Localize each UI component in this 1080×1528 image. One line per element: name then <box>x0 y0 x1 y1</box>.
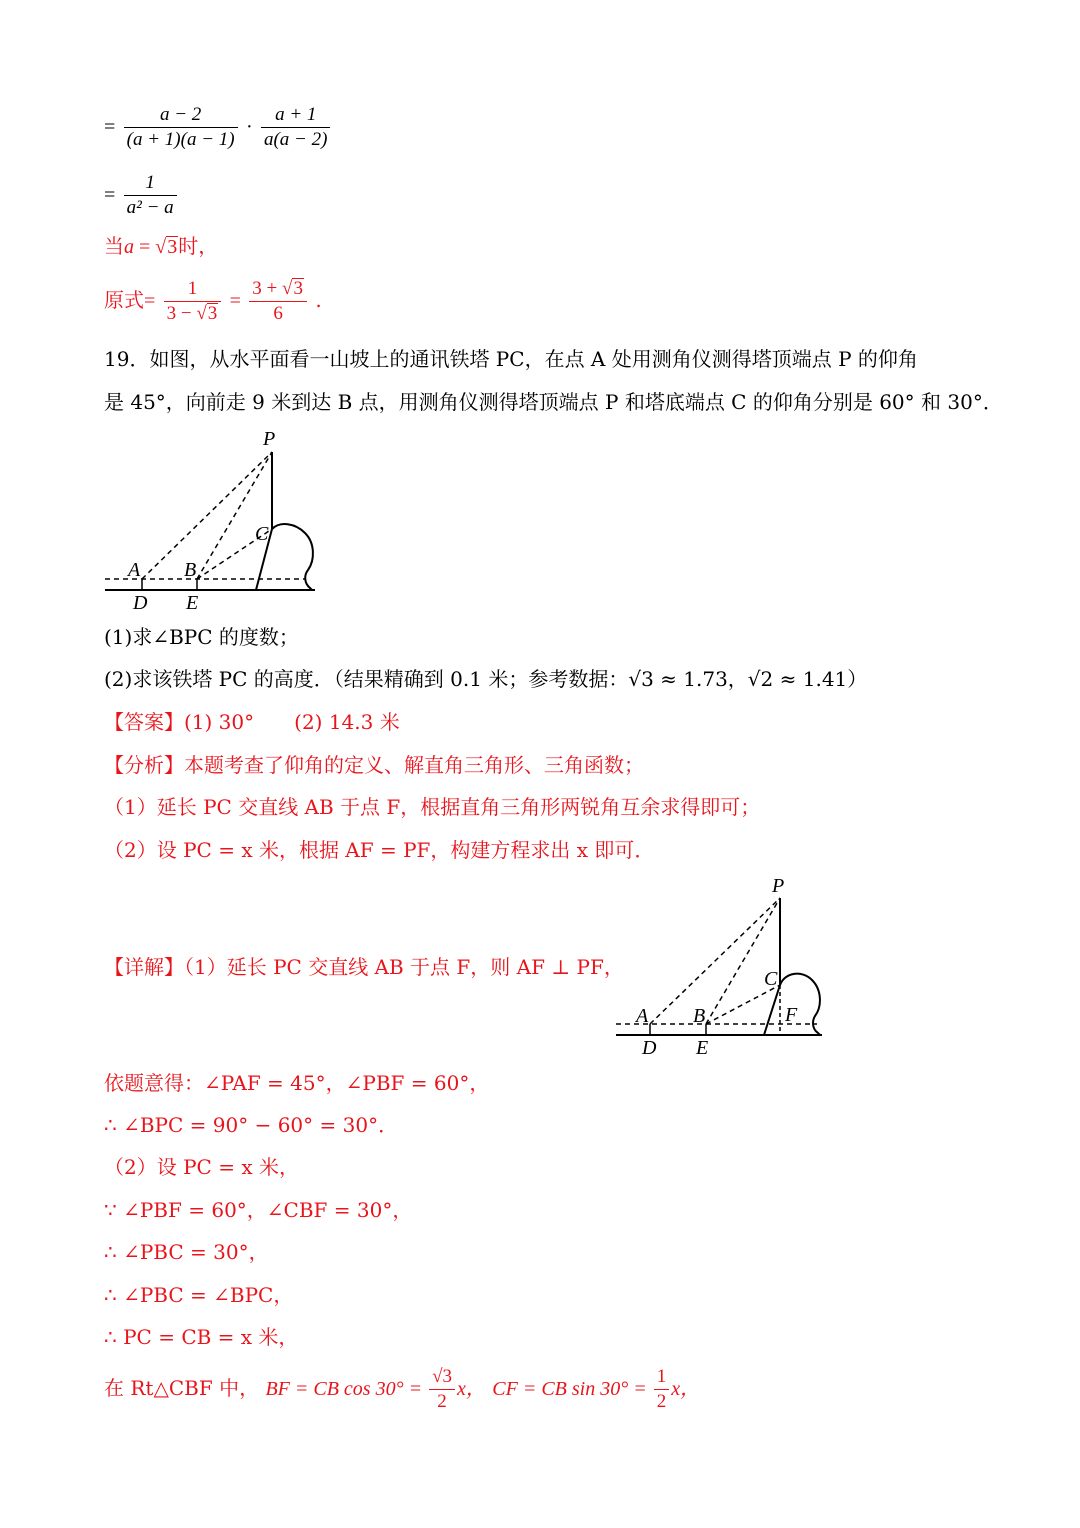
expr-line-1 <box>104 104 332 151</box>
then-text: 时， <box>178 234 219 258</box>
figure-2 <box>612 872 842 1067</box>
label-p: P <box>772 875 785 897</box>
detail-step-2: ∴ ∠BPC = 90° − 60° = 30°． <box>104 1113 399 1137</box>
answer-line: 【答案】(1) 30° (2) 14.3 米 <box>104 710 400 734</box>
fraction-denominator: 2 <box>437 1391 447 1412</box>
detail-step-1: 依题意得：∠PAF = 45°，∠PBF = 60°， <box>104 1071 490 1095</box>
fraction-2 <box>261 104 330 151</box>
fraction-5-numerator <box>249 278 307 302</box>
fraction-5-denominator: 6 <box>273 303 283 324</box>
label-b: B <box>184 559 197 581</box>
label-d: D <box>642 1037 657 1059</box>
analysis-part-1: （1）延长 PC 交直线 AB 于点 F，根据直角三角形两锐角互余求得即可； <box>104 795 761 819</box>
dash-bp <box>197 452 272 579</box>
sqrt-value: 3 <box>167 236 178 258</box>
question-19-sub-2: (2)求该铁塔 PC 的高度．（结果精确到 0.1 米；参考数据：√3 ≈ 1.73，√2 ≈ 1.41） <box>104 667 868 691</box>
condition-line <box>104 234 218 259</box>
dash-bp <box>706 898 780 1024</box>
label-f: F <box>785 1004 798 1026</box>
label-b: B <box>693 1005 706 1027</box>
detail-step-6: ∴ ∠PBC = ∠BPC， <box>104 1283 294 1307</box>
x-var: x， <box>457 1378 486 1400</box>
result-line <box>104 278 322 325</box>
fraction-denominator: 2 <box>656 1391 667 1412</box>
detail-step-7: ∴ PC = CB = x 米， <box>104 1325 299 1349</box>
label-a: A <box>128 559 141 581</box>
equals-sign: = <box>144 290 156 312</box>
detail-step-8 <box>104 1366 700 1413</box>
sqrt-value: 3 <box>293 278 303 299</box>
label-a: A <box>636 1005 649 1027</box>
equals-sign: = <box>229 290 241 312</box>
question-19-line-1: 19．如图，从水平面看一山坡上的通讯铁塔 PC，在点 A 处用测角仪测得塔顶端点 P 的仰角 <box>104 347 918 371</box>
sqrt-icon: √ <box>196 303 207 324</box>
label-p: P <box>263 428 276 450</box>
sqrt-value: 3 <box>207 303 218 324</box>
question-19-sub-1: (1)求∠BPC 的度数； <box>104 625 299 649</box>
detail-step-3: （2）设 PC = x 米， <box>104 1155 299 1179</box>
label-e: E <box>186 592 199 614</box>
sqrt-icon: √ <box>282 278 293 299</box>
expr-line-2 <box>104 172 179 219</box>
den-part: 3 − <box>166 303 197 324</box>
fraction-3-denominator: a² − a <box>126 197 174 218</box>
detail-head: 【详解】（1）延长 PC 交直线 AB 于点 F，则 AF ⊥ PF， <box>104 955 624 979</box>
var-a: a <box>124 236 134 258</box>
equals-sign: = <box>104 184 116 206</box>
fraction-numerator: 1 <box>654 1366 670 1390</box>
question-19-line-2: 是 45°，向前走 9 米到达 B 点，用测角仪测得塔顶端点 P 和塔底端点 C 的仰角分别是 60° 和 30°． <box>104 390 1003 414</box>
fraction-2-denominator: a(a − 2) <box>263 129 328 150</box>
label-d: D <box>133 592 148 614</box>
fraction-4-numerator: 1 <box>164 278 222 302</box>
when-text: 当 <box>104 234 124 258</box>
fraction-3-numerator: 1 <box>124 172 177 196</box>
x-var: x， <box>671 1378 701 1400</box>
fraction-sqrt3-over-2 <box>429 1366 455 1413</box>
fraction-1-numerator: a − 2 <box>124 104 238 128</box>
label-c: C <box>255 523 269 545</box>
analysis-head: 【分析】本题考查了仰角的定义、解直角三角形、三角函数； <box>104 753 644 777</box>
fraction-4 <box>164 278 222 325</box>
bf-expression: BF = CB cos 30° = <box>265 1378 428 1400</box>
label-e: E <box>696 1037 709 1059</box>
fraction-one-half <box>654 1366 670 1413</box>
detail-step-5: ∴ ∠PBC = 30°， <box>104 1240 269 1264</box>
fraction-numerator: √3 <box>429 1366 455 1390</box>
fraction-1 <box>124 104 238 151</box>
original-expr-label: 原式 <box>104 288 144 312</box>
in-triangle-text: 在 Rt△CBF 中， <box>104 1376 260 1400</box>
fraction-3 <box>124 172 177 219</box>
fraction-5 <box>249 278 307 325</box>
detail-step-4: ∵ ∠PBF = 60°，∠CBF = 30°， <box>104 1198 413 1222</box>
cf-expression: CF = CB sin 30° = <box>492 1378 652 1400</box>
equals-sign: = <box>134 236 156 258</box>
equals-sign: = <box>104 116 116 138</box>
label-c: C <box>764 968 778 990</box>
fraction-1-denominator: (a + 1)(a − 1) <box>126 129 235 150</box>
dot-operator: · <box>245 116 253 138</box>
period: . <box>315 288 322 312</box>
dash-ap <box>650 898 780 1024</box>
dash-ap <box>142 452 272 579</box>
analysis-part-2: （2）设 PC = x 米，根据 AF = PF，构建方程求出 x 即可． <box>104 838 655 862</box>
sqrt-icon: √ <box>155 236 167 258</box>
fraction-2-numerator: a + 1 <box>261 104 330 128</box>
fraction-4-denominator <box>164 302 222 325</box>
num-part: 3 + <box>252 278 283 299</box>
figure-1 <box>100 425 330 620</box>
